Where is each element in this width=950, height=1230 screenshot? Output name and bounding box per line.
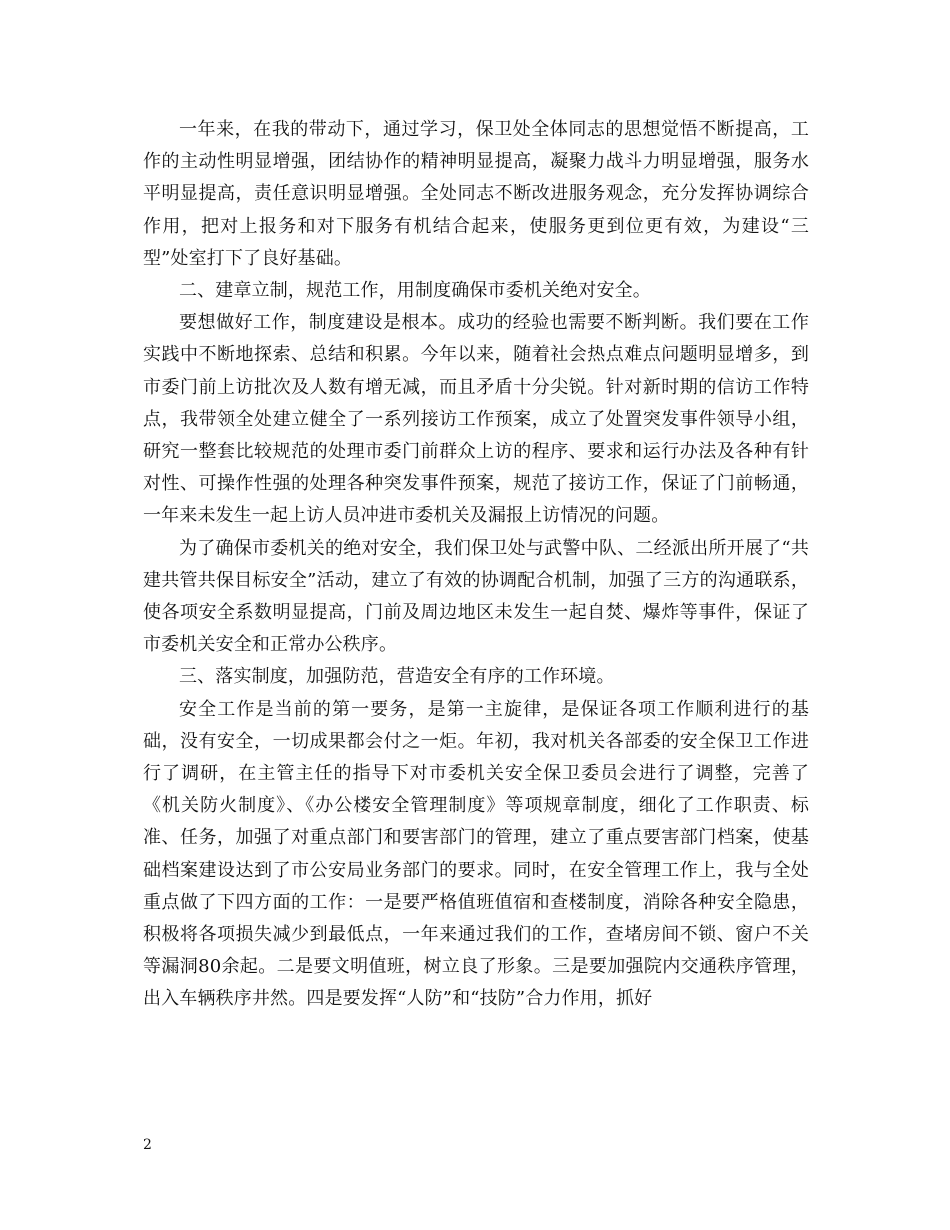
page-number: 2 [143,1137,152,1153]
body-text [143,114,809,1016]
paragraph-safety-work: 安全工作是当前的第一要务，是第一主旋律，是保证各项工作顺利进行的基础，没有安全，一切成果都会付之一炬。年初，我对机关各部委的安全保卫工作进行了调研，在主管主任的指导下对市委机关安全保卫委员会进行了调整，完善了《机关防火制度》、《办公楼安全管理制度》等项规章制度，细化了工作职责、标准、任务，加强了对重点部门和要害部门的管理，建立了重点要害部门档案，使基础档案建设达到了市公安局业务部门的要求。同时，在安全管理工作上，我与全处重点做了下四方面的工作：一是要严格值班值宿和查楼制度，消除各种安全隐患，积极将各项损失减少到最低点，一年来通过我们的工作，查堵房间不锁、窗户不关等漏洞80余起。二是要文明值班，树立良了形象。三是要加强院内交通秩序管理，出入车辆秩序井然。四是要发挥“人防”和“技防”合力作用，抓好 [143,698,809,1010]
section-heading-2: 二、建章立制，规范工作，用制度确保市委机关绝对安全。 [179,280,651,302]
paragraph-system-building: 要想做好工作，制度建设是根本。成功的经验也需要不断判断。我们要在工作实践中不断地探索、总结和积累。今年以来，随着社会热点难点问题明显增多，到市委门前上访批次及人数有增无减，而且矛盾十分尖锐。针对新时期的信访工作特点，我带领全处建立健全了一系列接访工作预案，成立了处置突发事件领导小组，研究一整套比较规范的处理市委门前群众上访的程序、要求和运行办法及各种有针对性、可操作性强的处理各种突发事件预案，规范了接访工作，保证了门前畅通，一年来未发生一起上访人员冲进市委机关及漏报上访情况的问题。 [143,312,809,527]
section-heading-3: 三、落实制度，加强防范，营造安全有序的工作环境。 [179,666,615,688]
paragraph-summary: 一年来，在我的带动下，通过学习，保卫处全体同志的思想觉悟不断提高，工作的主动性明显增强，团结协作的精神明显提高，凝聚力战斗力明显增强，服务水平明显提高，责任意识明显增强。全处同志不断改进服务观念，充分发挥协调综合作用，把对上报务和对下服务有机结合起来，使服务更到位更有效，为建设“三型”处室打下了良好基础。 [143,119,809,269]
paragraph-joint-security: 为了确保市委机关的绝对安全，我们保卫处与武警中队、二经派出所开展了“共建共管共保目标安全”活动，建立了有效的协调配合机制，加强了三方的沟通联系，使各项安全系数明显提高，门前及周边地区未发生一起自焚、爆炸等事件，保证了市委机关安全和正常办公秩序。 [143,537,809,656]
